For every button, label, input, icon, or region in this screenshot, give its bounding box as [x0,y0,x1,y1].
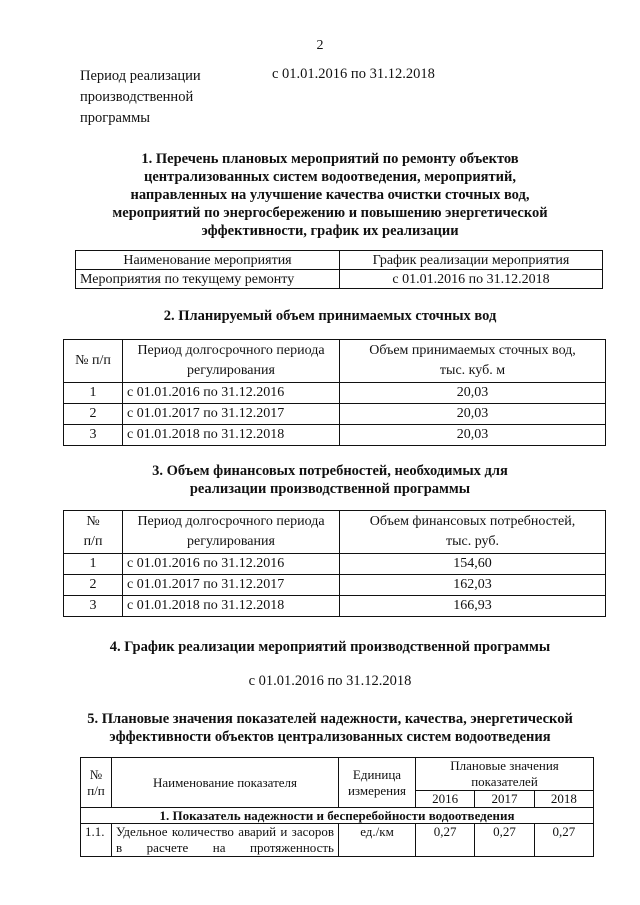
row-num: 1.1. [81,824,112,857]
row-period: с 01.01.2017 по 31.12.2017 [123,404,340,425]
row-num: 2 [64,575,123,596]
row-value-2016: 0,27 [416,824,475,857]
row-period: с 01.01.2016 по 31.12.2016 [123,554,340,575]
table-row [64,554,606,575]
header-volume: Объем принимаемых сточных вод, тыс. куб. м [340,340,606,383]
table-row [76,270,603,289]
row-value-2018: 0,27 [534,824,593,857]
table-row [64,575,606,596]
row-value: 20,03 [340,404,606,425]
section3-title: 3. Объем финансовых потребностей, необходимых для реализации производственной программы [152,463,508,497]
table-row [64,596,606,617]
period-value: с 01.01.2016 по 31.12.2018 [272,66,435,82]
section4-period: с 01.01.2016 по 31.12.2018 [248,673,412,689]
activity-name-cell: Мероприятия по текущему ремонту [76,270,340,289]
row-value: 20,03 [340,383,606,404]
activities-table [75,250,603,289]
row-period: с 01.01.2018 по 31.12.2018 [123,596,340,617]
row-unit: ед./км [339,824,416,857]
row-value: 20,03 [340,425,606,446]
subsection-title: 1. Показатель надежности и бесперебойности водоотведения [81,808,594,824]
row-period: с 01.01.2017 по 31.12.2017 [123,575,340,596]
row-value: 166,93 [340,596,606,617]
header-num: № п/п [64,511,123,554]
header-planned-values: Плановые значения показателей [416,758,594,791]
row-num: 1 [64,383,123,404]
row-num: 2 [64,404,123,425]
table-row [64,425,606,446]
header-period: Период долгосрочного периода регулирования [123,340,340,383]
row-indicator-name: Удельное количество аварий и засоров в расчете на протяженность [112,824,339,857]
row-period: с 01.01.2016 по 31.12.2016 [123,383,340,404]
table-header-row [81,758,594,791]
wastewater-volume-table [63,339,606,446]
page-number: 2 [316,38,324,53]
section1-title: 1. Перечень плановых мероприятий по ремонту объектов централизованных систем водоотведения, мероприятий, направленных на улучшение качества очистки сточных вод, мероприятий по энергосбережению и повышению энергетической эффективности, график их реализации [112,151,548,239]
header-financial-needs: Объем финансовых потребностей, тыс. руб. [340,511,606,554]
table-header-row [64,340,606,383]
header-num: № п/п [81,758,112,808]
header-year-2016: 2016 [416,791,475,808]
header-year-2017: 2017 [475,791,534,808]
row-period: с 01.01.2018 по 31.12.2018 [123,425,340,446]
row-num: 3 [64,596,123,617]
row-value: 162,03 [340,575,606,596]
section2-title: 2. Планируемый объем принимаемых сточных вод [163,308,497,324]
table-header-row [64,511,606,554]
table-row [81,824,594,857]
financial-needs-table [63,510,606,617]
period-label: Период реализации производственной программы [80,68,201,126]
table-row [64,404,606,425]
row-value: 154,60 [340,554,606,575]
row-num: 3 [64,425,123,446]
table-row [64,383,606,404]
header-activity-name: Наименование мероприятия [76,251,340,270]
header-num: № п/п [64,340,123,383]
row-value-2017: 0,27 [475,824,534,857]
header-period: Период долгосрочного периода регулирования [123,511,340,554]
indicators-table [80,757,594,857]
table-section-row [81,808,594,824]
section5-title: 5. Плановые значения показателей надежности, качества, энергетической эффективности объектов централизованных систем водоотведения [87,711,573,745]
header-indicator-name: Наименование показателя [112,758,339,808]
header-unit: Единица измерения [339,758,416,808]
section4-title: 4. График реализации мероприятий производственной программы [109,639,551,655]
activity-schedule-cell: с 01.01.2016 по 31.12.2018 [340,270,603,289]
table-header-row [76,251,603,270]
row-num: 1 [64,554,123,575]
header-activity-schedule: График реализации мероприятия [340,251,603,270]
header-year-2018: 2018 [534,791,593,808]
